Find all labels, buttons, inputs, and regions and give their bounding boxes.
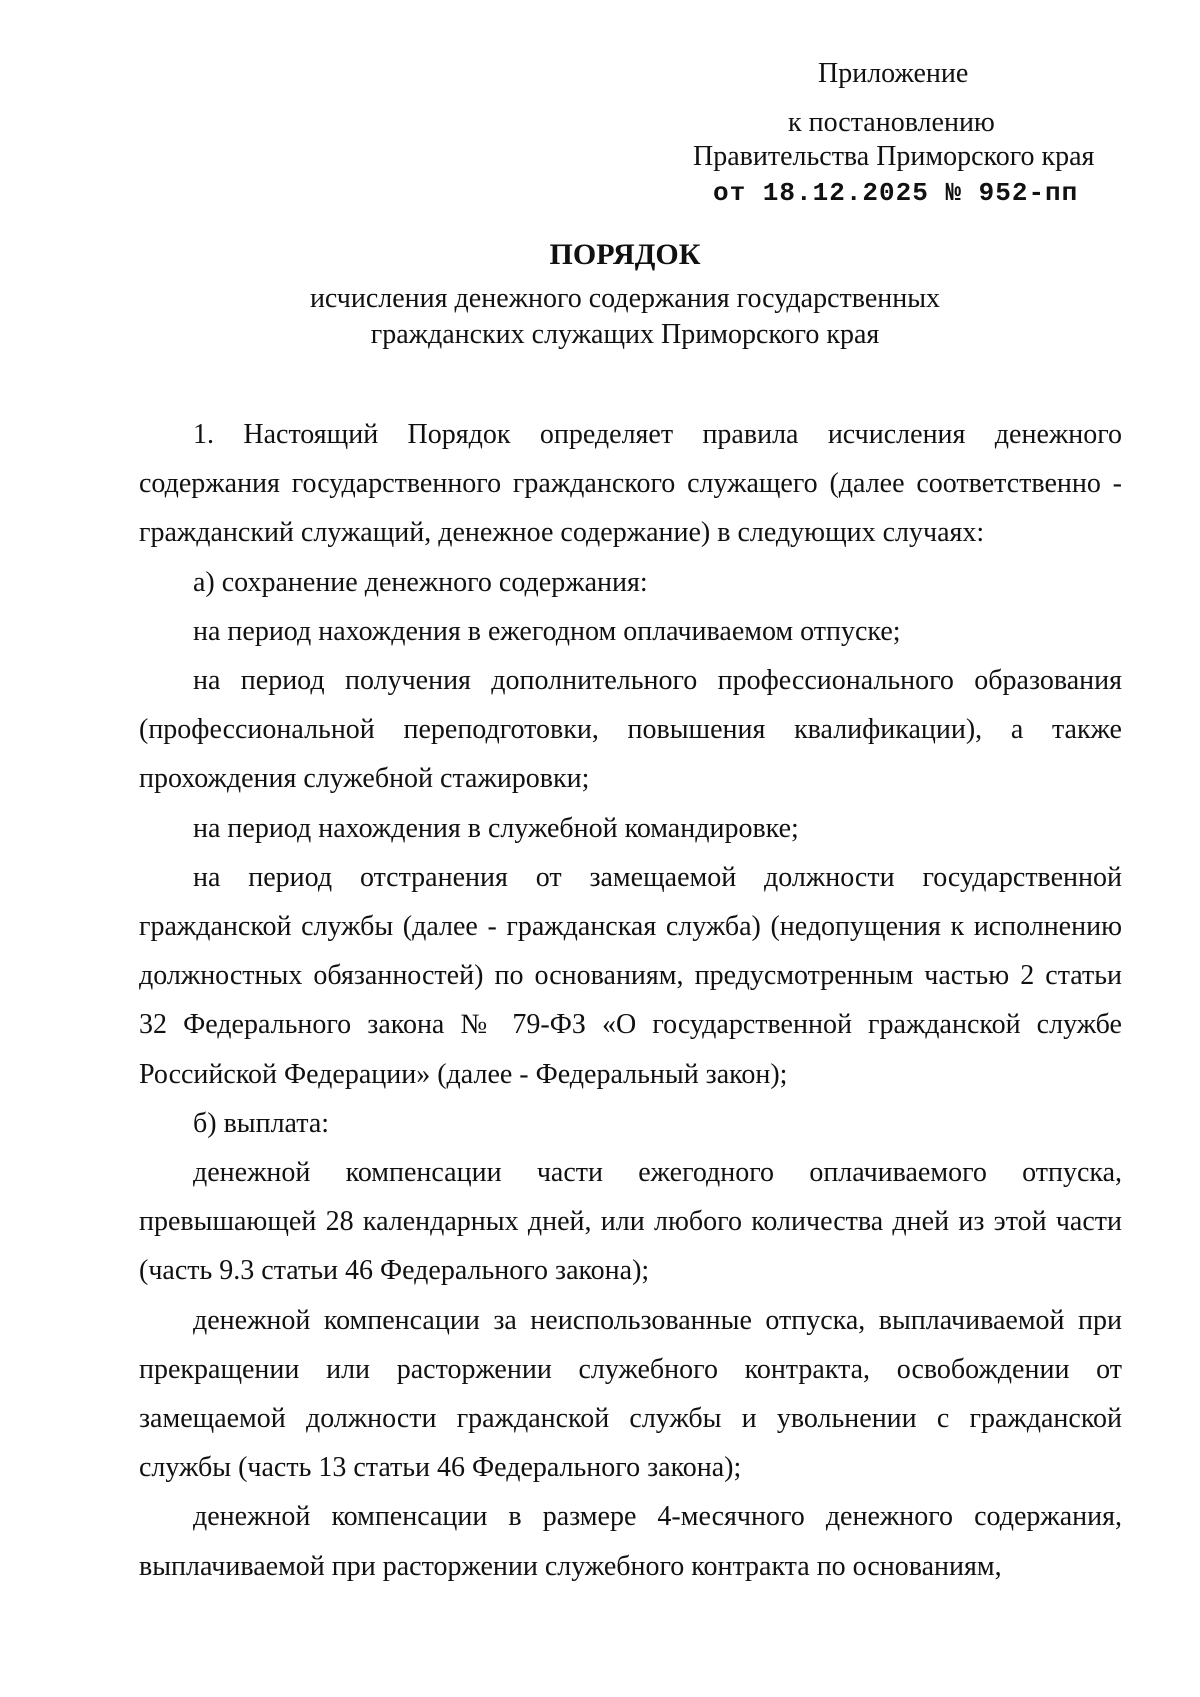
appendix-label: Приложение xyxy=(818,58,969,89)
document-title: ПОРЯДОК xyxy=(549,238,701,271)
subtitle-line-1: исчисления денежного содержания государственных xyxy=(309,283,941,314)
resolution-label: к постановлению xyxy=(788,107,995,138)
government-label: Правительства Приморского края xyxy=(693,141,1095,172)
document-body xyxy=(139,410,1122,1591)
paragraph-9: денежной компенсации за неиспользованные отпуска, выплачиваемой при прекращении или расторжении служебного контракта, освобождении от замещаемой должности гражданской службы и увольнении с гражданской службы (часть 13 статьи 46 Федерального закона); xyxy=(139,1304,1122,1484)
paragraph-4: на период получения дополнительного профессионального образования (профессиональной переподготовки, повышения квалификации), а также прохождения служебной стажировки; xyxy=(139,665,1122,795)
subtitle-line-2: гражданских служащих Приморского края xyxy=(370,319,880,350)
paragraph-8: денежной компенсации части ежегодного оплачиваемого отпуска, превышающей 28 календарных дней, или любого количества дней из этой части (часть 9.3 статьи 46 Федерального закона); xyxy=(139,1157,1122,1287)
document-subtitle xyxy=(0,281,1200,353)
paragraph-10: денежной компенсации в размере 4-месячного денежного содержания, выплачиваемой при расторжении служебного контракта по основаниям, xyxy=(139,1501,1122,1582)
paragraph-3: на период нахождения в ежегодном оплачиваемом отпуске; xyxy=(193,615,901,647)
resolution-date-number: от 18.12.2025 № 952-пп xyxy=(713,178,1079,208)
paragraph-2: а) сохранение денежного содержания: xyxy=(193,566,648,598)
paragraph-6: на период отстранения от замещаемой должности государственной гражданской службы (далее - гражданская служба) (недопущения к исполнению должностных обязанностей) по основаниям, предусмотренным частью 2 статьи 32 Федерального закона № 79-ФЗ «О государственной гражданской службе Российской Федерации» (далее - Федеральный закон); xyxy=(139,861,1122,1090)
paragraph-5: на период нахождения в служебной командировке; xyxy=(193,812,799,844)
paragraph-7: б) выплата: xyxy=(193,1107,330,1139)
paragraph-1: 1. Настоящий Порядок определяет правила исчисления денежного содержания государственного гражданского служащего (далее соответственно - гражданский служащий, денежное содержание) в следующих случаях: xyxy=(139,419,1122,549)
